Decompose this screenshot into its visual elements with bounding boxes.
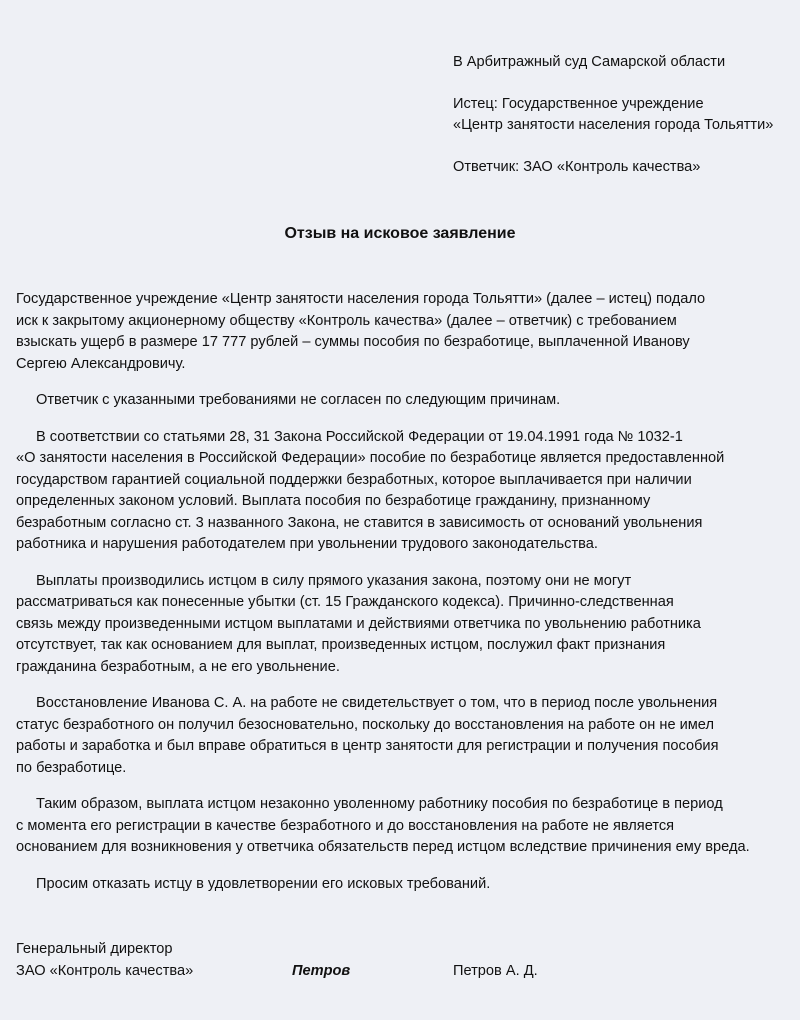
paragraph-line: Сергею Александровичу.: [16, 355, 186, 372]
plaintiff-line: «Центр занятости населения города Тольятти»: [453, 117, 774, 133]
paragraph-line: «О занятости населения в Российской Федерации» пособие по безработице является предоставленной: [16, 450, 725, 466]
paragraph-line: связь между произведенными истцом выплатами и действиями ответчика по увольнению работника: [16, 615, 701, 632]
paragraph-line: Таким образом, выплата истцом незаконно уволенному работнику пособия по безработице в период: [36, 796, 723, 812]
signature-mark: Петров: [292, 962, 351, 979]
paragraph: [16, 427, 786, 556]
defendant-block: [453, 157, 793, 178]
document-body: [16, 289, 786, 910]
plaintiff-line: Истец: Государственное учреждение: [453, 96, 704, 112]
paragraph-line: работника и нарушения работодателем при увольнении трудового законодательства.: [16, 536, 598, 552]
paragraph-line: взыскать ущерб в размере 17 777 рублей – суммы пособия по безработице, выплаченной Иванову: [16, 334, 690, 350]
company-line: ЗАО «Контроль качества»: [16, 962, 194, 979]
paragraph-line: по безработице.: [16, 759, 127, 776]
defendant-line: Ответчик: ЗАО «Контроль качества»: [453, 159, 701, 175]
paragraph-line: Ответчик с указанными требованиями не согласен по следующим причинам.: [36, 392, 561, 408]
paragraph-line: гражданина безработным, а не его увольнение.: [16, 658, 340, 675]
paragraph-line: работы и заработка и был вправе обратиться в центр занятости для регистрации и получения пособия: [16, 738, 719, 754]
paragraph: [16, 693, 786, 779]
paragraph-line: безработным согласно ст. 3 названного Закона, не ставится в зависимость от оснований увольнения: [16, 514, 703, 531]
paragraph-line: Государственное учреждение «Центр занятости населения города Тольятти» (далее – истец) подало: [16, 291, 706, 307]
signature-block: [16, 939, 786, 989]
position-line: Генеральный директор: [16, 941, 173, 957]
paragraph-line: статус безработного он получил безосновательно, поскольку до восстановления на работе он не имел: [16, 716, 714, 733]
paragraph: [16, 874, 786, 896]
paragraph: [16, 390, 786, 412]
court-block: [453, 52, 793, 73]
plaintiff-block: [453, 94, 793, 136]
paragraph-line: В соответствии со статьями 28, 31 Закона Российской Федерации от 19.04.1991 года № 1032-1: [36, 428, 683, 445]
court-name: В Арбитражный суд Самарской области: [453, 54, 726, 70]
paragraph-line: Выплаты производились истцом в силу прямого указания закона, поэтому они не могут: [36, 572, 632, 589]
paragraph-line: Восстановление Иванова С. А. на работе не свидетельствует о том, что в период после увольнения: [36, 695, 718, 711]
paragraph-line: Просим отказать истцу в удовлетворении его исковых требований.: [36, 875, 491, 892]
paragraph-line: с момента его регистрации в качестве безработного и до восстановления на работе не является: [16, 817, 675, 834]
paragraph-line: государством гарантией социальной поддержки безработных, которое выплачивается при наличии: [16, 471, 692, 488]
paragraph-line: определенных законом условий. Выплата пособия по безработице гражданину, признанному: [16, 493, 651, 509]
paragraph: [16, 794, 786, 859]
signatory-position: [16, 939, 193, 982]
paragraph-line: рассматриваться как понесенные убытки (ст. 15 Гражданского кодекса). Причинно-следственная: [16, 594, 674, 610]
paragraph: [16, 571, 786, 679]
addressee-block: [453, 52, 793, 178]
signatory-name: Петров А. Д.: [453, 962, 538, 979]
paragraph-line: отсутствует, так как основанием для выплат, произведенных истцом, послужил факт признания: [16, 637, 666, 653]
paragraph-line: иск к закрытому акционерному обществу «Контроль качества» (далее – ответчик) с требованием: [16, 312, 677, 329]
paragraph-line: основанием для возникновения у ответчика обязательств перед истцом вследствие причинения ему вреда.: [16, 839, 750, 855]
document-title: Отзыв на исковое заявление: [284, 225, 516, 242]
paragraph: [16, 289, 786, 375]
